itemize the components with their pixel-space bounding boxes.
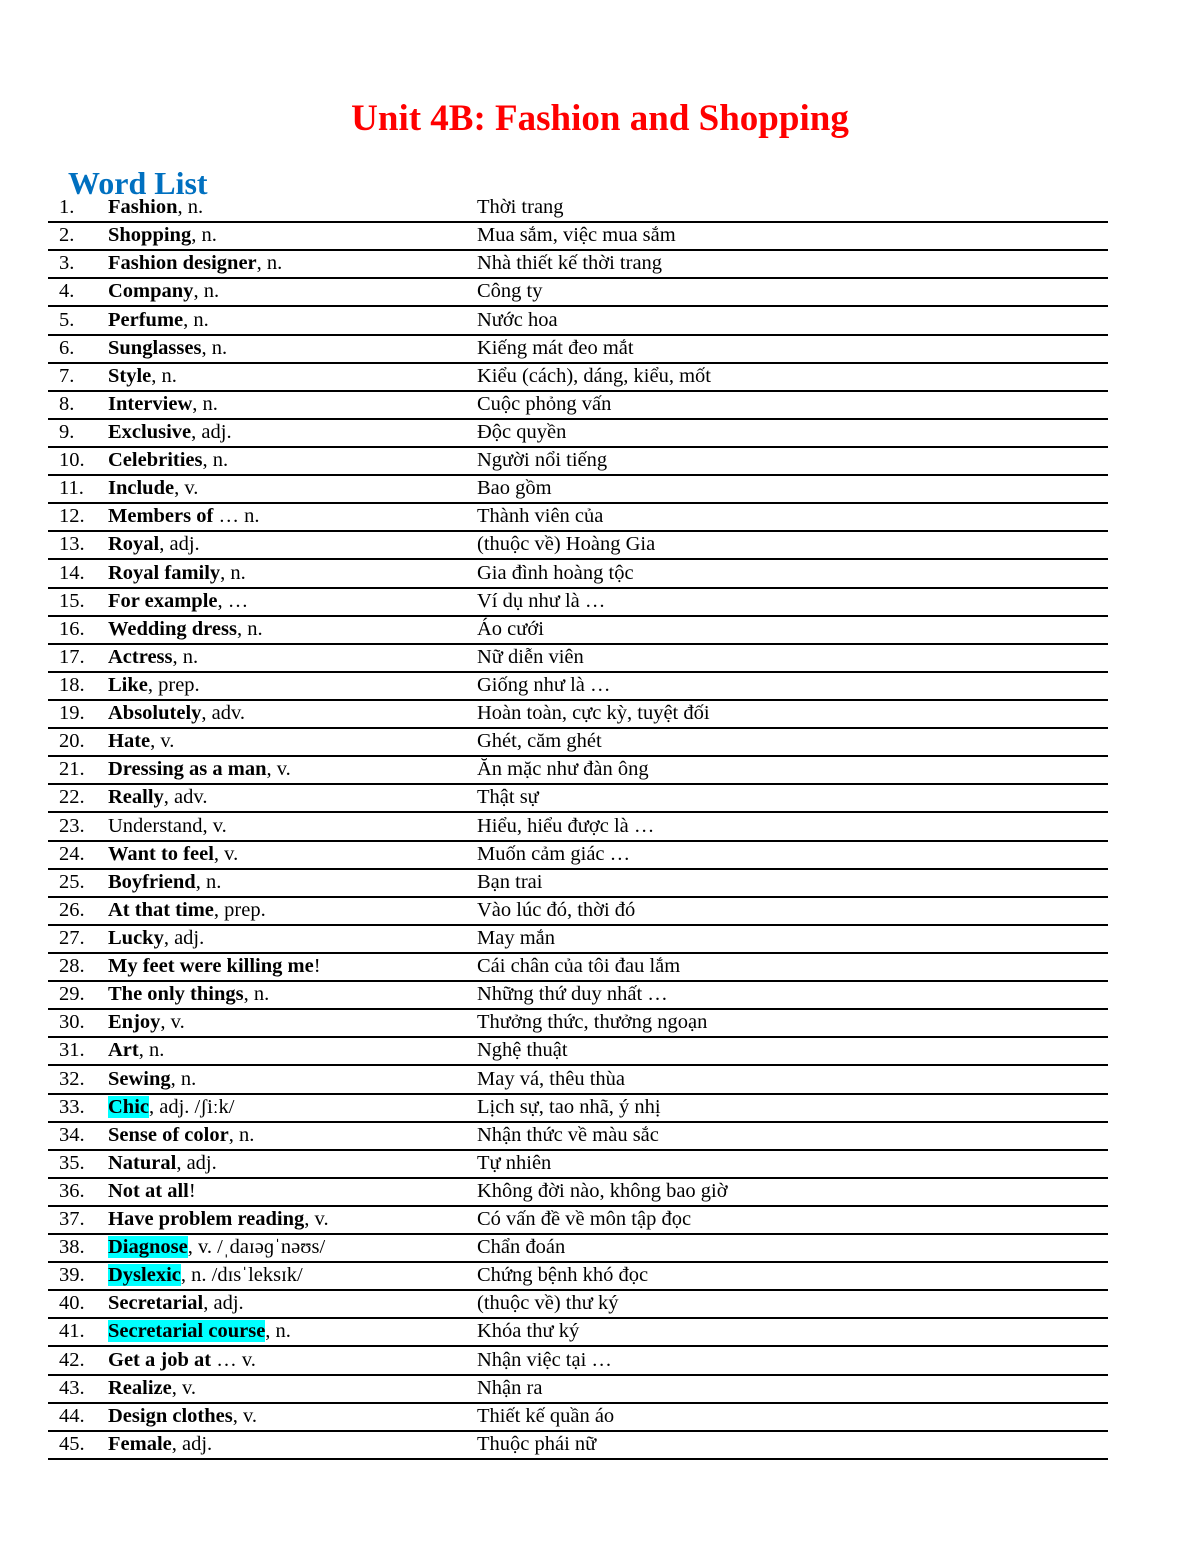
word-type: , n. <box>195 870 222 893</box>
word-row <box>48 336 1108 364</box>
row-meaning: Hoàn toàn, cực kỳ, tuyệt đối <box>477 702 710 725</box>
word-row <box>48 1235 1108 1263</box>
row-number: 32. <box>59 1067 85 1090</box>
word-type: , prep. <box>213 898 266 921</box>
word-row <box>48 504 1108 532</box>
row-term <box>108 278 219 305</box>
row-number: 25. <box>59 870 85 893</box>
word-row <box>48 1151 1108 1179</box>
row-term <box>108 560 246 587</box>
word-type: … v. <box>211 1348 256 1371</box>
word-type: ! <box>313 955 321 978</box>
word-row <box>48 645 1108 673</box>
row-meaning: Thời trang <box>477 196 564 219</box>
row-meaning: Kiểu (cách), dáng, kiểu, mốt <box>477 364 711 387</box>
vocab-word: Actress <box>108 645 173 668</box>
row-meaning: Chẩn đoán <box>477 1236 566 1259</box>
row-meaning: Áo cưới <box>477 617 544 640</box>
row-number: 43. <box>59 1376 85 1399</box>
row-meaning: Vào lúc đó, thời đó <box>477 898 636 921</box>
row-number: 4. <box>59 280 75 303</box>
word-type: , n. <box>177 196 204 219</box>
row-term <box>108 1403 257 1430</box>
vocab-word: Sense of color <box>108 1123 229 1146</box>
vocab-word: Get a job at <box>108 1348 212 1371</box>
vocab-word: Like <box>108 673 148 696</box>
row-meaning: May vá, thêu thùa <box>477 1067 626 1090</box>
row-number: 42. <box>59 1348 85 1371</box>
word-row <box>48 1010 1108 1038</box>
word-type: , n. <box>243 983 270 1006</box>
highlighted-word: Chic <box>108 1095 149 1118</box>
row-number: 19. <box>59 702 85 725</box>
word-type: , n. <box>236 617 263 640</box>
row-number: 37. <box>59 1208 85 1231</box>
word-type: , v. <box>266 758 291 781</box>
row-term <box>108 1234 325 1261</box>
row-meaning: Thưởng thức, thưởng ngoạn <box>477 1011 708 1034</box>
word-row <box>48 1123 1108 1151</box>
word-type: , n. <box>170 1067 197 1090</box>
word-type: , n. <box>191 224 217 247</box>
row-number: 40. <box>59 1292 85 1315</box>
word-row <box>48 392 1108 420</box>
row-meaning: Nước hoa <box>477 308 558 331</box>
word-type: , n. <box>256 252 283 275</box>
row-term <box>108 897 266 924</box>
vocab-word: Sewing <box>108 1067 171 1090</box>
row-meaning: Ghét, căm ghét <box>477 730 602 753</box>
vocab-word: Absolutely <box>108 702 202 725</box>
row-meaning: Nhà thiết kế thời trang <box>477 252 663 275</box>
vocab-word: Members of <box>108 505 214 528</box>
word-row <box>48 870 1108 898</box>
row-meaning: Kiếng mát đeo mắt <box>477 336 634 359</box>
row-meaning: Bạn trai <box>477 870 543 893</box>
row-term <box>108 953 321 980</box>
row-term <box>108 307 209 334</box>
row-meaning: Giống như là … <box>477 673 611 696</box>
row-meaning: Công ty <box>477 280 543 303</box>
row-number: 27. <box>59 926 85 949</box>
word-row <box>48 617 1108 645</box>
row-term <box>108 475 198 502</box>
row-meaning: Ví dụ như là … <box>477 589 606 612</box>
row-meaning: (thuộc về) Hoàng Gia <box>477 533 656 556</box>
row-term <box>108 250 282 277</box>
row-number: 34. <box>59 1123 85 1146</box>
row-meaning: Những thứ duy nhất … <box>477 983 668 1006</box>
row-meaning: Thuộc phái nữ <box>477 1432 597 1455</box>
word-type: , adj. <box>171 1432 213 1455</box>
word-type: , prep. <box>147 673 200 696</box>
word-row <box>48 195 1108 223</box>
row-meaning: Tự nhiên <box>477 1151 552 1174</box>
highlighted-word: Diagnose <box>108 1236 188 1259</box>
row-meaning: Cuộc phỏng vấn <box>477 392 612 415</box>
word-row <box>48 1095 1108 1123</box>
row-term <box>108 588 248 615</box>
word-type: , adj. <box>176 1151 217 1174</box>
row-term <box>108 784 207 811</box>
row-number: 33. <box>59 1095 85 1118</box>
word-type: , adv. <box>163 786 208 809</box>
vocab-word: At that time <box>108 898 214 921</box>
word-row <box>48 1291 1108 1319</box>
row-number: 30. <box>59 1011 85 1034</box>
row-number: 29. <box>59 983 85 1006</box>
word-row <box>48 223 1108 251</box>
word-type: , adj. <box>159 533 200 556</box>
word-row <box>48 898 1108 926</box>
row-term <box>108 616 263 643</box>
vocab-word: Understand <box>108 814 203 837</box>
word-row <box>48 1038 1108 1066</box>
row-term <box>108 1094 234 1121</box>
row-term <box>108 1375 196 1402</box>
row-meaning: Ăn mặc như đàn ông <box>477 758 649 781</box>
vocab-word: Royal <box>108 533 160 556</box>
word-row <box>48 1432 1108 1460</box>
row-number: 38. <box>59 1236 85 1259</box>
row-meaning: Có vấn đề về môn tập đọc <box>477 1208 692 1231</box>
row-meaning: Lịch sự, tao nhã, ý nhị <box>477 1095 661 1118</box>
word-row <box>48 532 1108 560</box>
row-number: 24. <box>59 842 85 865</box>
vocab-word: Fashion <box>108 196 178 219</box>
word-row <box>48 842 1108 870</box>
vocab-word: Royal family <box>108 561 221 584</box>
word-row <box>48 448 1108 476</box>
vocab-word: The only things <box>108 983 244 1006</box>
word-row <box>48 1319 1108 1347</box>
row-term <box>108 1066 196 1093</box>
vocab-word: Art <box>108 1039 139 1062</box>
row-term <box>108 1290 244 1317</box>
vocab-word: My feet were killing me <box>108 955 314 978</box>
vocab-word: For example <box>108 589 218 612</box>
row-number: 20. <box>59 730 85 753</box>
word-type: , adj. <box>191 420 232 443</box>
word-row <box>48 701 1108 729</box>
highlighted-word: Secretarial course <box>108 1320 266 1343</box>
row-number: 22. <box>59 786 85 809</box>
row-term <box>108 869 221 896</box>
word-type: , v. <box>213 842 239 865</box>
word-type: , n. <box>201 336 228 359</box>
row-meaning: Mua sắm, việc mua sắm <box>477 224 676 247</box>
vocab-word: Have problem reading <box>108 1208 305 1231</box>
word-row <box>48 673 1108 701</box>
row-meaning: Bao gồm <box>477 477 552 500</box>
word-row <box>48 1376 1108 1404</box>
row-term <box>108 1009 185 1036</box>
vocab-word: Secretarial <box>108 1292 204 1315</box>
row-number: 14. <box>59 561 85 584</box>
word-row <box>48 954 1108 982</box>
word-type: , v. <box>171 1376 197 1399</box>
row-number: 9. <box>59 420 75 443</box>
row-term <box>108 728 174 755</box>
row-term <box>108 447 228 474</box>
row-term <box>108 813 227 840</box>
vocab-word: Realize <box>108 1376 172 1399</box>
row-term <box>108 1347 256 1374</box>
word-type: , n. <box>228 1123 255 1146</box>
row-number: 31. <box>59 1039 85 1062</box>
vocab-word: Sunglasses <box>108 336 202 359</box>
row-number: 6. <box>59 336 75 359</box>
row-meaning: Hiểu, hiểu được là … <box>477 814 655 837</box>
row-term <box>108 419 232 446</box>
vocab-word: Not at all <box>108 1179 189 1202</box>
row-term <box>108 1262 303 1289</box>
word-row <box>48 1179 1108 1207</box>
highlighted-word: Dyslexic <box>108 1264 181 1287</box>
row-term <box>108 363 177 390</box>
vocab-word: Enjoy <box>108 1011 161 1034</box>
row-term <box>108 1318 291 1345</box>
row-term <box>108 194 203 221</box>
vocab-word: Company <box>108 280 194 303</box>
word-type: , adv. <box>201 702 246 725</box>
row-meaning: Chứng bệnh khó đọc <box>477 1264 649 1287</box>
word-type: , adj. <box>203 1292 244 1315</box>
vocab-word: Hate <box>108 730 151 753</box>
vocab-word: Lucky <box>108 926 164 949</box>
vocab-word: Perfume <box>108 308 184 331</box>
row-term <box>108 672 200 699</box>
word-type: , v. <box>202 814 227 837</box>
page-title: Unit 4B: Fashion and Shopping <box>351 97 849 139</box>
row-term <box>108 391 218 418</box>
word-row <box>48 364 1108 392</box>
word-type: , v. <box>150 730 175 753</box>
row-number: 17. <box>59 645 85 668</box>
row-term <box>108 1206 329 1233</box>
word-row <box>48 729 1108 757</box>
row-meaning: Thật sự <box>477 786 539 809</box>
row-number: 12. <box>59 505 85 528</box>
word-type: , v. <box>304 1208 329 1231</box>
word-type: , n. <box>220 561 246 584</box>
row-term <box>108 756 291 783</box>
word-row <box>48 476 1108 504</box>
word-row <box>48 420 1108 448</box>
row-term <box>108 222 217 249</box>
vocab-word: Female <box>108 1432 172 1455</box>
row-meaning: May mắn <box>477 926 555 949</box>
word-type: , adj. /ʃiːk/ <box>149 1095 235 1118</box>
word-row <box>48 926 1108 954</box>
row-term <box>108 503 259 530</box>
row-number: 21. <box>59 758 85 781</box>
row-term <box>108 644 198 671</box>
word-type: , adj. <box>163 926 205 949</box>
word-type: , n. /dɪsˈleksɪk/ <box>180 1264 303 1287</box>
word-row <box>48 279 1108 307</box>
row-number: 10. <box>59 449 85 472</box>
row-number: 35. <box>59 1151 85 1174</box>
row-meaning: Người nổi tiếng <box>477 449 608 472</box>
word-list <box>48 195 1108 1460</box>
word-row <box>48 560 1108 588</box>
word-row <box>48 785 1108 813</box>
row-number: 8. <box>59 392 75 415</box>
row-number: 26. <box>59 898 85 921</box>
word-row <box>48 589 1108 617</box>
vocab-word: Natural <box>108 1151 177 1174</box>
word-row <box>48 1347 1108 1375</box>
vocab-word: Wedding dress <box>108 617 237 640</box>
word-type: , n. <box>138 1039 165 1062</box>
row-number: 3. <box>59 252 75 275</box>
word-type: , v. <box>232 1404 257 1427</box>
row-meaning: Nhận việc tại … <box>477 1348 612 1371</box>
row-term <box>108 981 269 1008</box>
row-meaning: Thiết kế quần áo <box>477 1404 615 1427</box>
row-number: 16. <box>59 617 85 640</box>
row-term <box>108 1122 254 1149</box>
row-meaning: Nhận thức về màu sắc <box>477 1123 659 1146</box>
word-type: ! <box>188 1179 196 1202</box>
vocab-word: Shopping <box>108 224 192 247</box>
row-term <box>108 1431 212 1458</box>
row-meaning: Khóa thư ký <box>477 1320 580 1343</box>
word-type: … n. <box>213 505 260 528</box>
word-row <box>48 1066 1108 1094</box>
word-type: , v. /ˌdaɪəɡˈnəʊs/ <box>187 1236 326 1259</box>
vocab-word: Exclusive <box>108 420 192 443</box>
word-row <box>48 1404 1108 1432</box>
vocab-word: Boyfriend <box>108 870 196 893</box>
row-number: 13. <box>59 533 85 556</box>
word-type: , … <box>217 589 249 612</box>
word-row <box>48 251 1108 279</box>
row-number: 45. <box>59 1432 85 1455</box>
word-type: , n. <box>172 645 199 668</box>
word-type: , n. <box>193 280 220 303</box>
word-type: , n. <box>202 449 229 472</box>
row-number: 44. <box>59 1404 85 1427</box>
vocab-word: Really <box>108 786 164 809</box>
vocab-word: Celebrities <box>108 449 203 472</box>
row-number: 28. <box>59 955 85 978</box>
word-row <box>48 1207 1108 1235</box>
word-type: , n. <box>265 1320 291 1343</box>
row-term <box>108 1178 196 1205</box>
word-row <box>48 307 1108 335</box>
word-row <box>48 1263 1108 1291</box>
vocab-word: Design clothes <box>108 1404 233 1427</box>
vocab-word: Want to feel <box>108 842 214 865</box>
vocab-word: Style <box>108 364 152 387</box>
row-term <box>108 335 227 362</box>
row-number: 11. <box>59 477 84 500</box>
row-meaning: Nghệ thuật <box>477 1039 568 1062</box>
section-heading: Word List <box>68 164 208 201</box>
row-number: 1. <box>59 196 75 219</box>
word-type: , n. <box>183 308 209 331</box>
row-term <box>108 531 200 558</box>
word-type: , n. <box>151 364 177 387</box>
word-row <box>48 757 1108 785</box>
row-meaning: Độc quyền <box>477 420 567 443</box>
row-number: 18. <box>59 673 85 696</box>
row-meaning: Thành viên của <box>477 505 604 528</box>
row-number: 41. <box>59 1320 85 1343</box>
vocab-word: Dressing as a man <box>108 758 267 781</box>
row-number: 2. <box>59 224 75 247</box>
vocab-word: Interview <box>108 392 193 415</box>
row-term <box>108 841 238 868</box>
row-number: 23. <box>59 814 85 837</box>
row-term <box>108 700 245 727</box>
row-meaning: Gia đình hoàng tộc <box>477 561 634 584</box>
word-row <box>48 982 1108 1010</box>
row-term <box>108 925 204 952</box>
row-term <box>108 1150 217 1177</box>
vocab-word: Fashion designer <box>108 252 257 275</box>
row-meaning: Nữ diễn viên <box>477 645 584 668</box>
vocab-word: Include <box>108 477 175 500</box>
row-number: 15. <box>59 589 85 612</box>
row-number: 39. <box>59 1264 85 1287</box>
word-type: , v. <box>174 477 199 500</box>
row-term <box>108 1037 164 1064</box>
row-number: 36. <box>59 1179 85 1202</box>
word-row <box>48 813 1108 841</box>
row-number: 7. <box>59 364 75 387</box>
row-meaning: Nhận ra <box>477 1376 543 1399</box>
row-meaning: Không đời nào, không bao giờ <box>477 1179 728 1202</box>
word-type: , n. <box>192 392 218 415</box>
row-number: 5. <box>59 308 75 331</box>
word-type: , v. <box>160 1011 185 1034</box>
row-meaning: (thuộc về) thư ký <box>477 1292 619 1315</box>
row-meaning: Cái chân của tôi đau lắm <box>477 955 681 978</box>
row-meaning: Muốn cảm giác … <box>477 842 631 865</box>
